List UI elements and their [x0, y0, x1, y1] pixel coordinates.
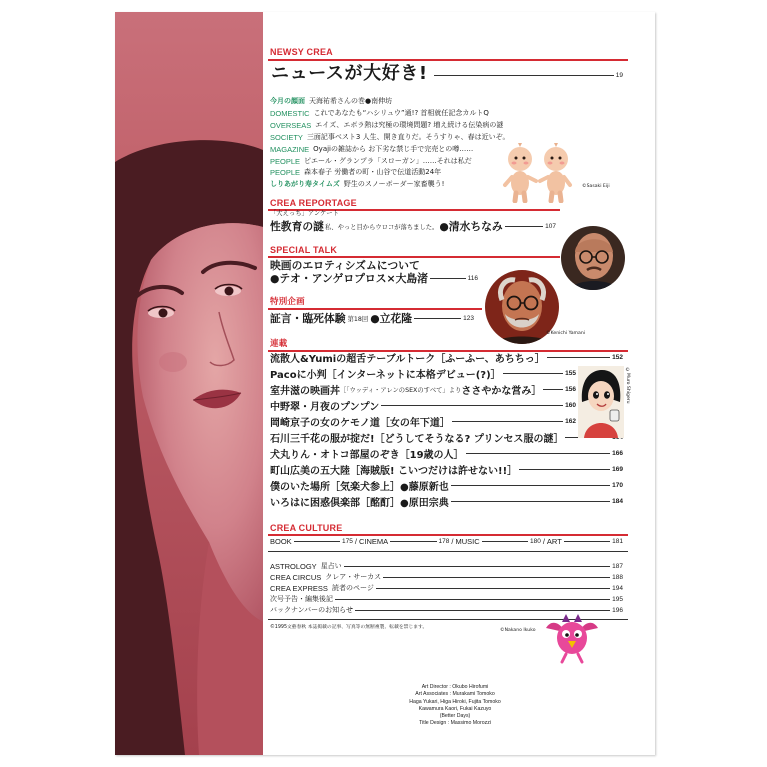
news-item	[270, 167, 441, 177]
serial-subtitle: ささやかな営み］	[461, 386, 542, 397]
newsy-title-page-row	[432, 71, 623, 79]
special-talk-title: 映画のエロティシズムについて	[270, 259, 420, 272]
serial-title: Pacoに小判	[270, 370, 327, 381]
special-talk-guests-row	[270, 272, 478, 285]
page-number: 195	[612, 595, 623, 603]
misc-item	[270, 561, 623, 571]
page-number: 116	[467, 275, 478, 282]
serial-title: 僕のいた場所	[270, 482, 330, 493]
misc-label: ASTROLOGY	[270, 561, 317, 571]
misc-text: バックナンバーのお知らせ	[270, 606, 353, 614]
serial-subtitle: ［ふーふー、あちちっ］	[435, 354, 545, 365]
staff-credits	[385, 684, 525, 728]
section-rule	[268, 308, 482, 310]
section-heading-newsy: NEWSY CREA	[270, 47, 333, 57]
serial-title: 室井滋の映画丼	[270, 386, 340, 397]
credit-line: Art Associates : Murakami Tomoko	[415, 691, 495, 698]
leader-line	[466, 453, 611, 454]
reportage-entry	[270, 220, 556, 233]
serial-author: ●原田宗典	[400, 498, 449, 509]
serial-title: 犬丸りん・オトコ部屋のぞき	[270, 450, 400, 461]
page-number: 196	[612, 606, 623, 614]
misc-text: 次号予告・編集後記	[270, 595, 333, 603]
serial-item	[270, 479, 623, 492]
misc-label: CREA EXPRESS	[270, 583, 328, 593]
serial-item	[270, 367, 576, 380]
culture-label: MUSIC	[455, 536, 480, 546]
news-item-category: DOMESTIC	[270, 108, 310, 118]
page-number: 123	[463, 315, 474, 322]
page-number: 178	[438, 537, 450, 545]
section-heading-culture: CREA CULTURE	[270, 523, 343, 533]
pink-bird-illustration	[540, 610, 604, 664]
news-item-text: これであなたも“ハシリュウ”通!? 首相就任記念カルトQ	[313, 109, 489, 117]
culture-label: ART	[546, 536, 562, 546]
leader-line	[390, 541, 436, 542]
news-item	[270, 179, 444, 189]
news-item	[270, 132, 509, 142]
serial-item	[270, 399, 576, 412]
special-talk-guests: ●テオ・アンゲロプロス×大島渚	[270, 272, 428, 285]
special-feature-title: 証言・臨死体験	[270, 312, 346, 325]
news-item-text: 天海祐希さんの巻●南伸坊	[309, 97, 393, 105]
page-number: 180	[529, 537, 541, 545]
portrait-photo-bald-man	[561, 226, 625, 290]
serial-subtitle: ［どうしてそうなる? プリンセス服の謎］	[374, 434, 564, 445]
news-item-category: SOCIETY	[270, 132, 303, 142]
news-item-text: ピエール・グランプラ「スローガン」……それは私だ	[304, 157, 472, 165]
illustration-credit: ©Nakano Ikuko	[500, 628, 536, 633]
news-item-category: OVERSEAS	[270, 120, 312, 130]
separator: /	[354, 536, 357, 546]
page-number: 107	[545, 223, 556, 230]
leader-line	[505, 226, 543, 227]
leader-line	[543, 389, 563, 390]
section-heading-serials: 連載	[270, 339, 288, 349]
reportage-author: ●清水ちなみ	[439, 220, 503, 233]
misc-item	[270, 594, 623, 604]
serial-author: ●藤原新也	[400, 482, 449, 493]
culture-row	[270, 536, 623, 546]
serial-item	[270, 351, 623, 364]
serial-item	[270, 495, 623, 508]
serial-item	[270, 431, 623, 444]
leader-line	[434, 75, 614, 76]
leader-line	[376, 588, 610, 589]
leader-line	[451, 501, 610, 502]
serial-subtitle: ［19歳の人］	[399, 450, 464, 461]
leader-line	[294, 541, 340, 542]
section-heading-special-talk: SPECIAL TALK	[270, 245, 338, 255]
separator: /	[542, 536, 545, 546]
newsy-title: ニュースが大好き!	[271, 63, 428, 84]
leader-line	[383, 577, 610, 578]
serial-title: 町山広美の五大陸	[270, 466, 350, 477]
news-item-text: Oyajiの雑誌から お下劣な禁じ手で完売との噂……	[313, 145, 474, 153]
news-item	[270, 120, 503, 130]
page-number: 188	[612, 573, 623, 581]
page-number: 156	[565, 386, 576, 393]
news-item-category: MAGAZINE	[270, 144, 310, 154]
page-number: 194	[612, 584, 623, 592]
misc-item	[270, 583, 623, 593]
credit-line: Kawamura Kaori, Fukai Kazuyo	[418, 705, 492, 712]
kewpie-dolls-photo	[500, 143, 582, 203]
news-item-category: 今月の顔面	[270, 97, 305, 105]
serial-item	[270, 415, 576, 428]
cover-model-photo	[115, 12, 263, 755]
page-number: 162	[565, 418, 576, 425]
serial-title: いろはに困惑倶楽部	[270, 498, 360, 509]
page-number: 19	[615, 71, 623, 79]
serial-subtitle: ［気楽犬参上］	[330, 482, 400, 493]
leader-line	[451, 485, 610, 486]
page-number: 155	[565, 370, 576, 377]
misc-text: 読者のページ	[331, 584, 374, 592]
leader-line	[503, 373, 563, 374]
leader-line	[452, 421, 563, 422]
news-item-category: PEOPLE	[270, 167, 301, 177]
credit-line: (Better Days)	[439, 713, 471, 720]
cartoon-woman-illustration	[578, 366, 624, 438]
page-number: 184	[612, 498, 623, 505]
news-item-text: 野生のスノーボーダー家畜襲う!	[343, 180, 445, 188]
divider	[268, 551, 628, 552]
credit-line: Title Design : Massimo Morozzi	[419, 720, 491, 727]
serial-note: ［「ウッディ・アレンのSEXのすべて」より	[340, 387, 462, 394]
news-item-category: しりあがり寿タイムズ	[270, 180, 340, 188]
page-number: 170	[612, 482, 623, 489]
photo-credit: ©Sasaki Eiji	[582, 184, 610, 189]
misc-item	[270, 572, 623, 582]
serial-title: 流散人&Yumiの超舌テーブルトーク	[270, 354, 436, 365]
credit-line: Art Director : Okubo Hirofumi	[421, 684, 489, 690]
culture-label: CINEMA	[358, 536, 389, 546]
special-feature-author: ●立花隆	[370, 312, 412, 325]
serial-item	[270, 383, 576, 396]
misc-text: クレア・サーカス	[325, 573, 382, 581]
page-number: 152	[612, 354, 623, 361]
leader-line	[335, 599, 610, 600]
leader-line	[519, 469, 610, 470]
leader-line	[564, 541, 610, 542]
section-rule	[268, 59, 628, 61]
serial-item	[270, 447, 623, 460]
culture-label: BOOK	[270, 536, 292, 546]
leader-line	[482, 541, 528, 542]
news-item-category: PEOPLE	[270, 156, 301, 166]
serial-title: 岡崎京子の女のケモノ道	[270, 418, 380, 429]
serial-subtitle: ［女の年下道］	[379, 418, 450, 429]
news-item-text: 森本春子 労働者の町・山谷で伝道活動24年	[304, 168, 442, 176]
news-item	[270, 108, 489, 118]
reportage-kicker: 「大えっち」アンケート	[270, 210, 339, 217]
section-heading-special-feature: 特別企画	[270, 297, 305, 307]
page-number: 181	[612, 537, 623, 545]
page-number: 160	[565, 402, 576, 409]
news-item	[270, 156, 472, 166]
misc-text: 星占い	[320, 562, 342, 570]
copyright-notice: ©1995文藝春秋 本誌掲載の記事、写真等の無断複製、転載を禁じます。	[270, 625, 428, 630]
separator: /	[451, 536, 454, 546]
leader-line	[547, 357, 610, 358]
news-item	[270, 144, 473, 154]
serial-item	[270, 463, 623, 476]
page-number: 175	[342, 537, 353, 545]
section-heading-reportage: CREA REPORTAGE	[270, 198, 357, 208]
leader-line	[414, 318, 461, 319]
special-feature-installment: 第18回	[347, 316, 369, 323]
leader-line	[381, 405, 563, 406]
special-feature-entry	[270, 312, 474, 325]
page-number: 166	[612, 450, 623, 457]
page-number: 187	[612, 562, 623, 570]
reportage-subtitle: 私、やっと目からウロコが落ちました。	[324, 224, 439, 231]
serial-title: 石川三千花の服が掟だ!	[270, 434, 375, 445]
news-item-text: 三面記事ベスト3 人生、開き直りだ。そうすりゃ、春は近いぞ。	[306, 133, 510, 141]
serial-title: 中野翠・月夜のプンプン	[270, 402, 380, 413]
reportage-title: 性教育の謎	[270, 220, 324, 233]
credit-line: Haga Yukari, Higa Hiroki, Fujita Tomoko	[409, 698, 501, 705]
leader-line	[344, 566, 610, 567]
serial-subtitle: ［酩酊］	[360, 498, 400, 509]
serial-subtitle: ［海賊版! こいつだけは許せない!!］	[350, 466, 518, 477]
photo-credit: ©Kenichi Yamani	[546, 331, 586, 336]
news-item	[270, 96, 392, 106]
photo-credit: ©Muro Shigeru	[625, 368, 630, 404]
page-number: 169	[612, 466, 623, 473]
serial-subtitle: ［インターネットに本格デビュー(?)］	[326, 370, 501, 381]
misc-label: CREA CIRCUS	[270, 572, 322, 582]
leader-line	[430, 278, 466, 279]
news-item-text: エイズ、エボラ熱は究極の環境問題? 増え続ける伝染病の謎	[315, 121, 504, 129]
